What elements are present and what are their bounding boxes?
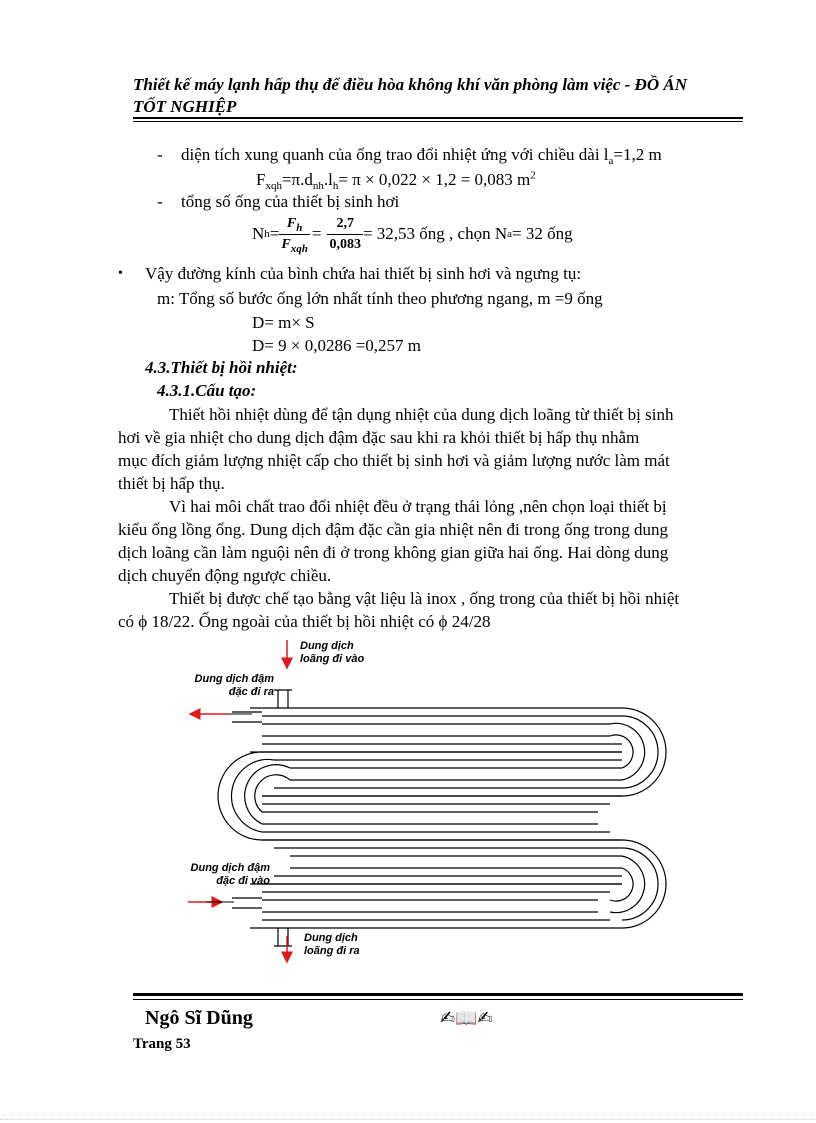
label-left-in-l1: Dung dịch đậm	[190, 862, 270, 874]
fxqh-formula	[256, 170, 536, 190]
fxqh-lsub: h	[332, 180, 339, 192]
frac1-num: F	[286, 215, 297, 231]
author-name: Ngô Sĩ Dũng	[145, 1007, 253, 1029]
page-bottom-dots	[0, 1119, 816, 1120]
bend-right-1	[610, 708, 666, 796]
stub-left-top	[232, 712, 262, 722]
pipe-row-5	[250, 884, 622, 928]
nozzle-top	[274, 690, 292, 708]
frac2-num: 2,7	[327, 214, 363, 235]
label-left-out-l1: Dung dịch đậm	[194, 673, 274, 685]
label-top-in	[300, 640, 364, 666]
diameter-line: Vậy đường kính của bình chứa hai thiết bị sinh hơi và ngưng tụ:	[145, 264, 582, 283]
pipe-row-4	[262, 840, 622, 884]
pipe-row-1	[250, 708, 622, 752]
label-left-in-l2: đặc đi vào	[216, 875, 270, 887]
para2-line4: dịch chuyển động ngược chiều.	[118, 566, 332, 585]
fxqh-eq: =π.d	[281, 170, 313, 189]
label-bottom-out	[304, 932, 360, 958]
fxqh-dot: .l	[323, 170, 333, 189]
para2-line1: Vì hai môi chất trao đổi nhiệt đều ở trạng thái lỏng ,nên chọn loại thiết bị	[169, 497, 667, 516]
label-left-out-l2: đặc đi ra	[228, 686, 274, 698]
frac1-den-sub: xqh	[290, 242, 308, 255]
header-rule-thin	[133, 121, 743, 122]
label-left-in	[168, 862, 270, 888]
para3-line1: Thiết bị được chế tạo bằng vật liệu là inox , ống trong của thiết bị hồi nhiệt	[169, 589, 680, 608]
nh-label: N	[252, 224, 265, 243]
bullet1-sub: a	[608, 155, 614, 167]
bend-left-1	[218, 752, 290, 840]
label-top-in-l1: Dung dịch	[300, 640, 354, 652]
label-top-in-l2: loãng đi vào	[300, 653, 365, 665]
book-ornament-icon: ✍📖✍	[440, 1008, 493, 1029]
d-formula-1: D= m× S	[252, 313, 315, 332]
frac2-den: 0,083	[329, 236, 361, 252]
nh-formula: N h = $\frac{F_h}{F_{xqh}}$ = $\frac{2,7}{0,083}$ = 32,53 ống , chọn N a = 32 ống	[252, 215, 573, 255]
frac1-num-sub: h	[296, 221, 303, 234]
pipe-row-3	[262, 796, 622, 840]
dash-1: -	[157, 145, 163, 164]
bullet1-tail: =1,2 m	[613, 145, 662, 164]
para3-line2: có ϕ 18/22. Ống ngoài của thiết bị hồi nhiệt có ϕ 24/28	[118, 612, 491, 631]
header-title-line1: Thiết kế máy lạnh hấp thụ để điều hòa không khí văn phòng làm việc - ĐỒ ÁN	[133, 75, 687, 94]
para1-line4: thiết bị hấp thụ.	[118, 474, 225, 493]
footer-rule	[133, 993, 743, 996]
label-bottom-out-l1: Dung dịch	[304, 932, 358, 944]
para2-line3: dịch loãng cần làm nguội nên đi ở trong không gian giữa hai ống. Hai dòng dung	[118, 543, 669, 562]
header-title-line2: TỐT NGHIỆP	[133, 97, 237, 116]
fxqh-label: F	[256, 170, 266, 189]
para1-line3: mục đích giảm lượng nhiệt cấp cho thiết bị sinh hơi và giảm lượng nước làm mát	[118, 451, 670, 470]
nh-eq: =	[269, 224, 280, 243]
nh-result-tail: = 32 ống	[512, 224, 573, 243]
fxqh-dsub: nh	[312, 180, 324, 192]
fxqh-rest: = π × 0,022 × 1,2 = 0,083 m	[338, 170, 531, 189]
d-formula-2: D= 9 × 0,0286 =0,257 m	[252, 336, 422, 355]
nh-result: = 32,53 ống , chọn N	[362, 224, 508, 243]
bend-right-2	[610, 840, 666, 928]
nozzle-bottom	[274, 928, 292, 946]
page-header	[133, 74, 743, 118]
label-bottom-out-l2: loãng đi ra	[304, 945, 360, 957]
bullet2-text: tổng số ống của thiết bị sinh hơi	[181, 192, 400, 211]
dash-2: -	[157, 192, 163, 211]
fraction-2	[327, 214, 363, 255]
pipe-row-2	[262, 752, 622, 796]
m-line: m: Tổng số bước ống lớn nhất tính theo phương ngang, m =9 ống	[157, 289, 603, 308]
bullet1-line	[181, 145, 662, 165]
label-left-out	[174, 673, 274, 699]
para2-line2: kiểu ống lồng ống. Dung dịch đậm đặc cần gia nhiệt nên đi trong ống trong dung	[118, 520, 669, 539]
bullet1-text: diện tích xung quanh của ống trao đổi nhiệt ứng với chiều dài l	[181, 145, 609, 164]
para1-line1: Thiết hồi nhiệt dùng để tận dụng nhiệt của dung dịch loãng từ thiết bị sinh	[169, 405, 674, 424]
stub-left-bottom	[232, 898, 262, 908]
section-4-3-1: 4.3.1.Cấu tạo:	[157, 381, 257, 400]
bullet-dot: •	[118, 266, 123, 281]
para1-line2: hơi về gia nhiệt cho dung dịch đậm đặc sau khi ra khỏi thiết bị hấp thụ nhằm	[118, 428, 640, 447]
frac1-den: F	[281, 236, 291, 252]
header-rule	[133, 117, 743, 119]
eq-mid: =	[311, 224, 322, 243]
page-number: Trang 53	[133, 1036, 191, 1052]
section-4-3: 4.3.Thiết bị hồi nhiệt:	[145, 358, 298, 377]
fxqh-sup: 2	[530, 169, 536, 182]
footer-rule-thin	[133, 999, 743, 1000]
fraction-1	[279, 214, 309, 255]
tube-coil	[218, 690, 666, 946]
fxqh-sub: xqh	[265, 180, 282, 192]
